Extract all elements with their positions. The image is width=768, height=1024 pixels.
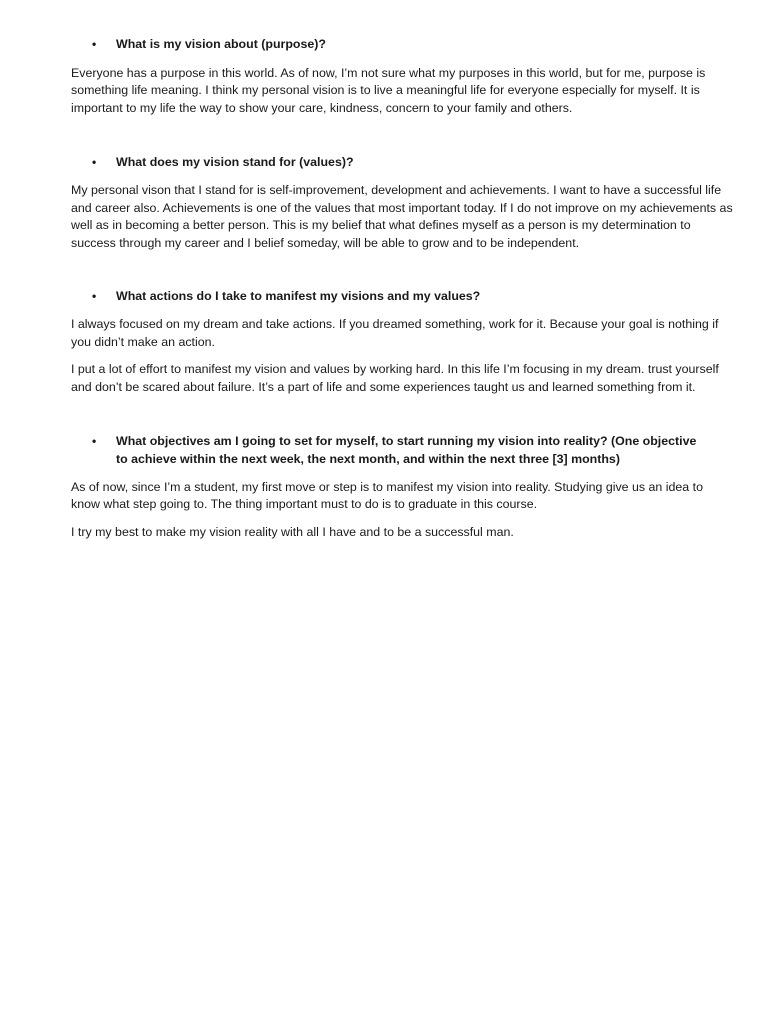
bullet-icon: • <box>92 37 97 51</box>
paragraph: As of now, since I’m a student, my first move or step is to manifest my vision into reality. Studying give us an idea to know what step going to. The thing important must to do is to graduate in this course. <box>71 479 703 512</box>
question-bullet <box>71 288 735 306</box>
question-bullet <box>71 36 735 54</box>
document-page <box>71 36 735 541</box>
question-bullet <box>71 433 735 468</box>
bullet-icon: • <box>92 434 97 449</box>
bullet-icon: • <box>92 289 97 304</box>
question-text: What objectives am I going to set for myself, to start running my vision into reality? (One objective to achieve within the next week, the next month, and within the next three [3] months) <box>116 434 697 466</box>
bullet-icon: • <box>92 155 97 170</box>
paragraph: Everyone has a purpose in this world. As of now, I’m not sure what my purposes in this world, but for me, purpose is something life meaning. I think my personal vision is to live a meaningful life for everyone especially for myself. It is important to my life the way to show your care, kindness, concern to your family and others. <box>71 65 706 115</box>
paragraph: I put a lot of effort to manifest my vision and values by working hard. In this life I’m focusing in my dream. trust yourself and don’t be scared about failure. It’s a part of life and some experiences taught us and learned something from it. <box>71 362 719 394</box>
paragraph: My personal vison that I stand for is self-improvement, development and achievements. I want to have a successful life and career also. Achievements is one of the values that most important today. If I do not improve on my achievements as well as in becoming a better person. This is my belief that what defines myself as a person is my determination to success through my career and I belief someday, will be able to grow and to be independent. <box>71 182 733 250</box>
question-bullet <box>71 154 735 172</box>
question-text: What is my vision about (purpose)? <box>116 37 326 51</box>
question-text: What actions do I take to manifest my visions and my values? <box>116 289 481 304</box>
paragraph: I always focused on my dream and take actions. If you dreamed something, work for it. Because your goal is nothing if you didn’t make an action. <box>71 316 719 349</box>
question-text: What does my vision stand for (values)? <box>116 155 354 170</box>
paragraph: I try my best to make my vision reality with all I have and to be a successful man. <box>71 524 514 539</box>
